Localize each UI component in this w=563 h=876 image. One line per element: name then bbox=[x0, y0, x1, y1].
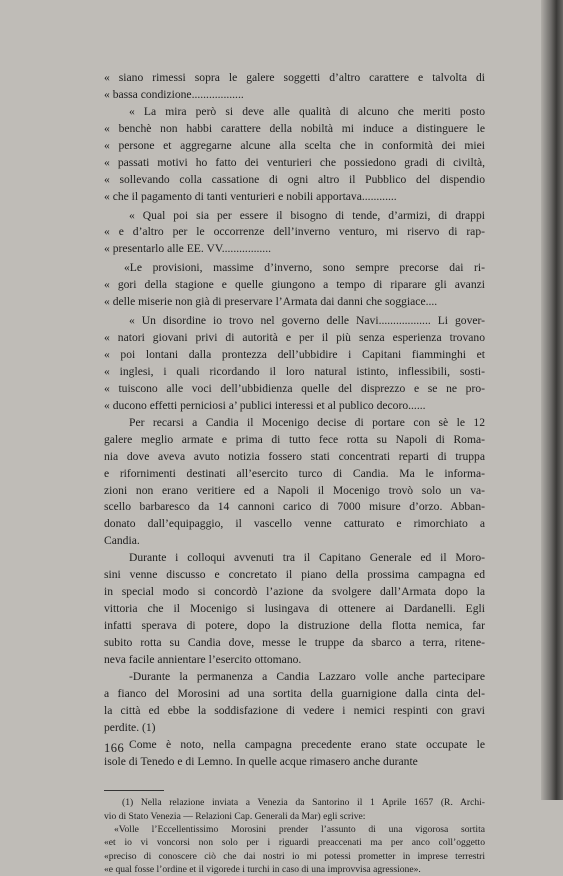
text-line: « inglesi, i quali ricordando il loro natural istinto, inflessibili, sosti- bbox=[104, 364, 485, 378]
footnote-line: «preciso di conoscere ciò che dai nostri io mi potessi prometter in imprese terrestri bbox=[104, 850, 485, 862]
text-line: « delle miserie non già di preservare l’Armata dai danni che soggiace.... bbox=[104, 295, 438, 309]
text-line: «Le provisioni, massime d’inverno, sono sempre precorse dai ri- bbox=[124, 261, 485, 275]
text-line: « ducono effetti perniciosi a’ publici interessi et al publico decoro...... bbox=[104, 398, 426, 412]
text-line: « poi lontani dalla prontezza dell’ubbidire i Capitani fiamminghi et bbox=[104, 348, 485, 361]
text-line: galere meglio armate e prima di tutto fece rotta su Napoli di Roma- bbox=[104, 432, 485, 446]
text-line: perdite. (1) bbox=[104, 720, 156, 734]
text-line: e rifornimenti destinati all’esercito turco di Candia. Ma le informa- bbox=[104, 466, 485, 480]
text-line: « benchè non habbi carattere della nobiltà mi induce a distinguere le bbox=[104, 121, 485, 135]
text-line: isole di Tenedo e di Lemno. In quelle acque rimasero anche durante bbox=[104, 754, 418, 768]
text-line: infatti sperava di potere, dopo la distruzione della flotta nemica, far bbox=[104, 619, 485, 632]
text-line: -Durante la permanenza a Candia Lazzaro volle anche partecipare bbox=[129, 669, 485, 683]
text-line: in special modo si concordò l’azione da svolgere dall’Armata dopo la bbox=[104, 585, 485, 599]
body-text bbox=[104, 70, 485, 770]
page-number: 166 bbox=[104, 741, 125, 755]
text-line: nia dove aveva avuto notizia fossero stati concentrati reparti di truppa bbox=[104, 449, 485, 463]
text-line: scello barbaresco da 14 cannoni carico di 7000 misure d’orzo. Abban- bbox=[104, 500, 485, 514]
footnote-block bbox=[104, 796, 485, 876]
text-line: « presentarlo alle EE. VV................. bbox=[104, 242, 272, 256]
text-line: Come è noto, nella campagna precedente erano state occupate le bbox=[129, 737, 485, 751]
text-line: vittoria che il Mocenigo si lusingava di ottenere ai Dardanelli. Egli bbox=[104, 602, 485, 616]
text-line: Candia. bbox=[104, 534, 140, 548]
footnote-line: «et io vi voncorsi non solo per i riguardi preaccenati ma per anco coll’oggetto bbox=[104, 837, 485, 849]
text-line: « bassa condizione.................. bbox=[104, 87, 244, 101]
text-line: « tuiscono alle voci dell’ubbidienza quelle del disprezzo e se ne pro- bbox=[104, 381, 485, 395]
text-line: subito rotta su Candia dove, messe le truppe da sbarco a terra, ritene- bbox=[104, 635, 485, 649]
page-text-block bbox=[104, 70, 485, 876]
footnote-line: «Volle l’Eccellentissimo Morosini prender l’assunto di una vigorosa sortita bbox=[114, 824, 485, 836]
text-line: la città ed ebbe la soddisfazione di vedere i nemici respinti con gravi bbox=[104, 703, 485, 717]
text-line: zioni non erano veritiere ed a Napoli il Mocenigo trovò solo un va- bbox=[104, 483, 485, 497]
text-line: Durante i colloqui avvenuti tra il Capitano Generale ed il Moro- bbox=[129, 551, 485, 565]
text-line: neva facile annientare l’esercito ottomano. bbox=[104, 652, 302, 666]
text-line: « La mira però si deve alle qualità di alcuno che meriti posto bbox=[129, 104, 485, 118]
text-line: sini venne discusso e concretato il piano della prossima campagna ed bbox=[104, 568, 485, 582]
text-line: « sollevando colla cassatione di ogni altro il Pubblico del dispendio bbox=[104, 172, 485, 186]
text-line: « siano rimessi sopra le galere soggetti d’altro carattere e talvolta di bbox=[104, 71, 485, 84]
text-line: « e d’altro per le occorrenze dell’inverno venturo, mi riservo di rap- bbox=[104, 225, 485, 239]
text-line: « passati motivi ho fatto dei venturieri che possiedono gradi di civiltà, bbox=[104, 155, 485, 169]
text-line: « Un disordine io trovo nel governo delle Navi.................. Li gover- bbox=[129, 314, 485, 328]
text-line: « Qual poi sia per essere il bisogno di tende, d’armizi, di drappi bbox=[129, 208, 485, 222]
text-line: « natori giovani privi di autorità e per il più senza esperienza trovano bbox=[104, 331, 485, 345]
text-line: Per recarsi a Candia il Mocenigo decise di portare con sè le 12 bbox=[129, 415, 485, 429]
text-line: « che il pagamento di tanti venturieri e nobili apportava............ bbox=[104, 189, 397, 203]
text-line: « gori della stagione e quelle giungono a tempo di riparare gli avanzi bbox=[104, 278, 485, 292]
text-line: donato dall’equipaggio, il vascello venne catturato e rimorchiato a bbox=[104, 517, 485, 531]
text-line: « persone et aggregarne alcune alla scelta che in conformità dei miei bbox=[104, 138, 485, 152]
page-edge-shadow bbox=[541, 0, 563, 800]
footnote-rule bbox=[104, 790, 164, 791]
footnote-line: vio di Stato Venezia — Relazioni Cap. Generali da Mar) egli scrive: bbox=[104, 810, 366, 822]
text-line: a fianco del Morosini ad una sortita della guarnigione dalla cinta del- bbox=[104, 686, 485, 700]
footnote-line: «e qual fosse l’ordine et il vigorede i turchi in caso di una improvvisa agressione». bbox=[104, 863, 421, 875]
footnote-line: (1) Nella relazione inviata a Venezia da Santorino il 1 Aprile 1657 (R. Archi- bbox=[122, 797, 485, 809]
